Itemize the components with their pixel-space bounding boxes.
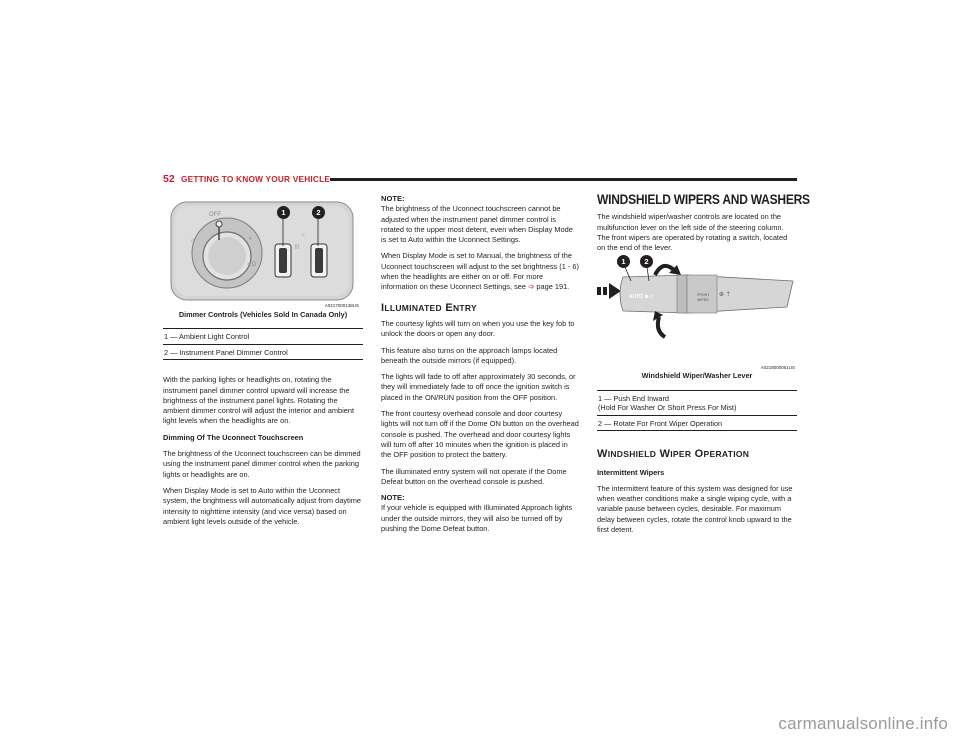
legend-text: 1 — Push End Inward [598, 393, 669, 403]
figure-caption: Dimmer Controls (Vehicles Sold In Canada Only) [178, 310, 348, 319]
paragraph-text: When Display Mode is set to Manual, the brightness of the Uconnect touchscreen will adjust to the set brightness (1 - 6) when the headlights are either on or off. For more information on these Uconnect Settings, see [381, 251, 580, 292]
svg-text:OFF: OFF [209, 212, 221, 218]
paragraph: The courtesy lights will turn on when you use the key fob to unlock the doors or open any door. [381, 318, 575, 339]
column-3 [597, 191, 810, 541]
paragraph: The lights will fade to off after approximately 30 seconds, or they will immediately fade to off once the ignition switch is placed in the ON/RUN position from the OFF position. [381, 372, 576, 402]
paragraph: With the parking lights or headlights on, rotating the instrument panel dimmer control upward will increase the brightness of the instrument panel lights. Rotating the ambient dimmer control will adjust the interior and ambient light levels when the headlights are on. [163, 375, 355, 426]
heading-windshield-wiper-operation [597, 449, 797, 459]
svg-text:⊂D: ⊂D [247, 262, 257, 268]
subheading: Dimming Of The Uconnect Touchscreen [163, 432, 304, 442]
note-title: NOTE: [381, 493, 405, 503]
paragraph: This feature also turns on the approach lamps located beneath the outside mirrors (if equipped). [381, 345, 558, 365]
heading-initial: O [694, 448, 704, 461]
paragraph: When Display Mode is set to Auto within the Uconnect system, the brightness will automatically adjust from daytime intensity to nighttime intensity (and vice versa) based on ambient light levels outside of the vehicle. [163, 485, 361, 526]
heading-initial: W [659, 448, 671, 461]
column-1 [163, 196, 363, 533]
svg-text:☼: ☼ [301, 232, 306, 238]
svg-text:|||: ||| [295, 244, 299, 250]
callout-1: 1 [617, 255, 630, 268]
note-body: If your vehicle is equipped with Illuminated Approach lights under the outside mirrors, they will also be turned off by pushing the Dome Defeat button. [381, 503, 573, 534]
svg-text:FRONT: FRONT [697, 293, 710, 298]
figure-code: A0218000051US [760, 365, 795, 371]
page-reference[interactable]: page 191. [536, 282, 570, 292]
heading-rest: INDSHIELD [607, 449, 657, 460]
paragraph [381, 251, 580, 292]
legend-rule [163, 359, 363, 360]
paragraph: The front courtesy overhead console and door courtesy lights will not turn off if the Dome ON button on the overhead console is pushed. The overhead and door courtesy lights will turn off after 10 minutes when the ignition is placed in the OFF position to protect the battery. [381, 409, 579, 460]
dimmer-controls-figure [163, 196, 363, 308]
page-number: 52 [163, 173, 175, 185]
subheading: Intermittent Wipers [597, 467, 665, 477]
wiper-lever-illustration [597, 259, 797, 371]
svg-text:◐: ◐ [249, 236, 253, 242]
svg-text:⊕ ⇡: ⊕ ⇡ [719, 292, 731, 299]
paragraph: The illuminated entry system will not operate if the Dome Defeat button on the overhead console is pushed. [381, 466, 567, 486]
paragraph: The brightness of the Uconnect touchscreen can be dimmed using the instrument panel dimmer control when the parking lights or headlights are on. [163, 449, 361, 479]
svg-text:☼: ☼ [190, 238, 196, 244]
heading-initial: W [597, 448, 608, 461]
legend-item: 2 — Rotate For Front Wiper Operation [597, 415, 797, 431]
legend-text: (Hold For Washer Or Short Press For Mist) [598, 403, 737, 413]
dimmer-controls-illustration [163, 196, 363, 308]
note-body: The brightness of the Uconnect touchscreen cannot be adjusted when the instrument panel dimmer control is rotated to the upper most detent, even when Display Mode is set to Auto within the Uconnect Settings. [381, 204, 573, 245]
paragraph: The intermittent feature of this system was designed for use when weather conditions make a single wiping cycle, with a variable pause between cycles, desirable. For maximum delay between cycles, rotate the control knob upward to the first detent. [597, 483, 793, 535]
paragraph: The windshield wiper/washer controls are located on the multifunction lever on the left side of the steering column. The front wipers are operated by rotating a switch, located on the end of the lever. [597, 212, 788, 253]
arrow-ref-icon: ➩ [528, 282, 535, 292]
heading-rest: NTRY [452, 302, 478, 313]
callout-2: 2 [640, 255, 653, 268]
heading-initial: I [381, 301, 385, 314]
callout-1: 1 [277, 206, 290, 219]
heading-rest: PERATION [703, 449, 750, 460]
figure-code: A0217000138US [324, 303, 359, 308]
callout-2: 2 [312, 206, 325, 219]
heading-rest: LLUMINATED [384, 302, 442, 313]
svg-text:WIPER: WIPER [697, 298, 709, 303]
legend-item: 1 — Ambient Light Control [163, 328, 363, 344]
watermark: carmanualsonline.info [778, 714, 948, 733]
section-title: GETTING TO KNOW YOUR VEHICLE [181, 174, 331, 184]
column-2 [381, 194, 580, 540]
svg-text:AUTO ⊕ ≈: AUTO ⊕ ≈ [629, 294, 653, 301]
figure-caption: Windshield Wiper/Washer Lever [641, 371, 753, 381]
header-rule [330, 178, 797, 181]
note-title: NOTE: [381, 194, 405, 203]
main-heading: WINDSHIELD WIPERS AND WASHERS [597, 191, 810, 207]
legend-rule [597, 430, 797, 431]
heading-rest: IPER [670, 449, 692, 460]
legend-item [597, 390, 797, 415]
wiper-lever-figure [597, 259, 797, 371]
heading-illuminated-entry [381, 303, 580, 313]
legend-item: 2 — Instrument Panel Dimmer Control [163, 344, 363, 360]
heading-initial: E [445, 301, 453, 314]
